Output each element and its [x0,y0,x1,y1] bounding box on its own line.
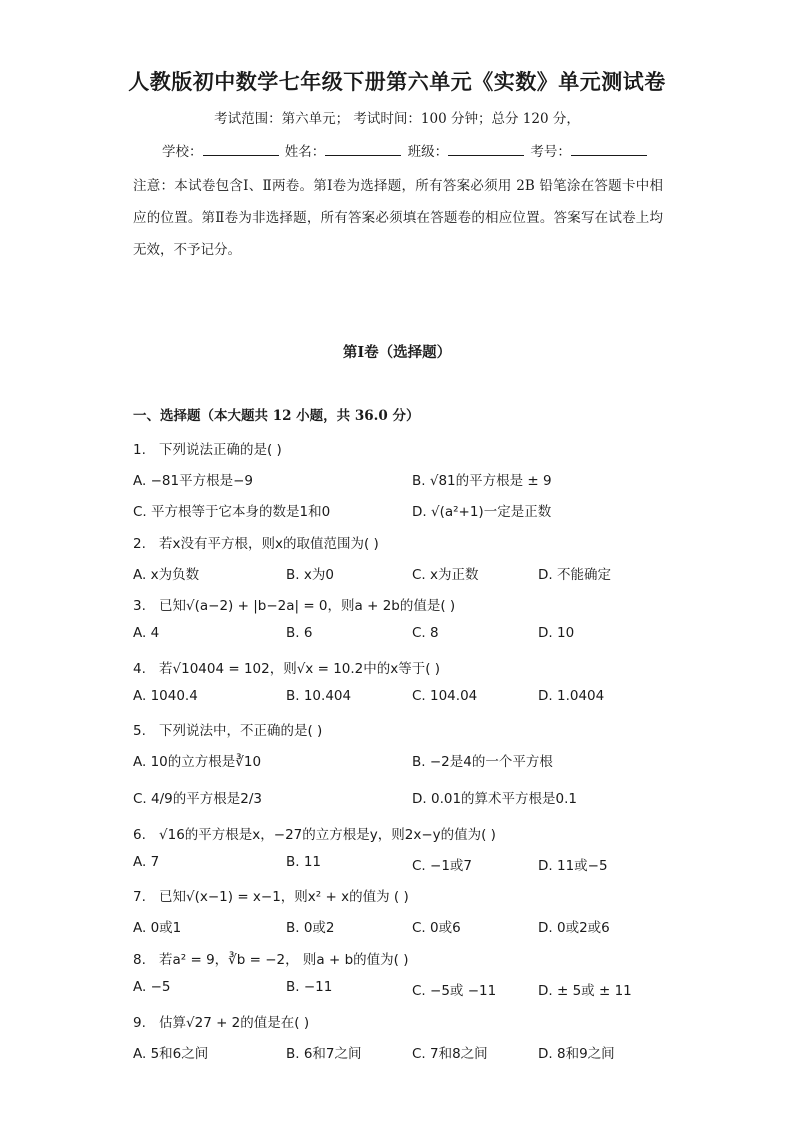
question-stem: 1. 下列说法正确的是( ) [133,442,282,458]
option-a: A. −81平方根是−9 [133,473,253,489]
option-c: C. −1或7 [412,858,472,874]
number-label: 考号： [530,144,571,160]
option-a: A. 0或1 [133,920,182,936]
class-label: 班级： [407,144,449,160]
question-stem: 8. 若a² = 9，∛b = −2， 则a + b的值为( ) [133,952,409,968]
page-title: 人教版初中数学七年级下册第六单元《实数》单元测试卷 [128,69,666,94]
school-blank[interactable] [203,143,279,156]
option-b: B. x为0 [286,567,334,583]
option-a: A. 5和6之间 [133,1046,209,1062]
option-d: D. 1.0404 [538,688,605,704]
option-c: C. x为正数 [412,567,479,583]
number-blank[interactable] [571,143,647,156]
option-d: D. 0.01的算术平方根是0.1 [412,791,578,807]
question-stem: 6. √16的平方根是x，−27的立方根是y，则2x−y的值为( ) [133,827,496,843]
option-d: D. √(a²+1)一定是正数 [412,504,552,520]
option-c: C. 8 [412,625,439,641]
option-c: C. 7和8之间 [412,1046,488,1062]
option-b: B. 10.404 [286,688,352,704]
option-a: A. x为负数 [133,567,200,583]
question-stem: 3. 已知√(a−2) + |b−2a| = 0，则a + 2b的值是( ) [133,598,456,614]
question-stem: 2. 若x没有平方根，则x的取值范围为( ) [133,536,379,552]
option-b: B. 6和7之间 [286,1046,362,1062]
option-c: C. −5或 −11 [412,983,497,999]
question-stem: 5. 下列说法中，不正确的是( ) [133,723,323,739]
notice-paragraph: 注意：本试卷包含Ⅰ、Ⅱ两卷。第Ⅰ卷为选择题，所有答案必须用 2B 铅笔涂在答题卡中相应的位置。第Ⅱ卷为非选择题，所有答案必须填在答题卷的相应位置。答案写在试卷上均无效，不予记分。 [133,178,663,258]
option-d: D. 0或2或6 [538,920,610,936]
option-d: D. 10 [538,625,575,641]
option-b: B. −2是4的一个平方根 [412,754,553,770]
option-b: B. 0或2 [286,920,335,936]
option-b: B. −11 [286,979,333,995]
section-title: 一、选择题（本大题共 12 小题，共 36.0 分） [133,408,420,424]
option-d: D. ± 5或 ± 11 [538,983,632,999]
option-c: C. 4/9的平方根是2/3 [133,791,262,807]
name-label: 姓名： [284,144,326,160]
option-a: A. 4 [133,625,160,641]
question-stem: 9. 估算√27 + 2的值是在( ) [133,1015,310,1031]
option-c: C. 平方根等于它本身的数是1和0 [133,504,331,520]
option-a: A. 10的立方根是∛10 [133,754,262,770]
question-stem: 7. 已知√(x−1) = x−1，则x² + x的值为 ( ) [133,889,409,905]
class-blank[interactable] [448,143,524,156]
option-c: C. 104.04 [412,688,478,704]
option-b: B. √81的平方根是 ± 9 [412,473,552,489]
option-a: A. 7 [133,854,160,870]
option-a: A. −5 [133,979,171,995]
student-info-line [162,140,649,160]
question-stem: 4. 若√10404 = 102，则√x = 10.2中的x等于( ) [133,661,441,677]
volume-title: 第Ⅰ卷（选择题） [342,344,452,361]
option-b: B. 6 [286,625,313,641]
option-a: A. 1040.4 [133,688,198,704]
school-label: 学校： [162,144,203,160]
option-b: B. 11 [286,854,322,870]
exam-info: 考试范围：第六单元； 考试时间：100 分钟；总分 120 分， [214,111,580,127]
name-blank[interactable] [325,143,401,156]
option-d: D. 不能确定 [538,567,611,583]
option-d: D. 8和9之间 [538,1046,615,1062]
option-c: C. 0或6 [412,920,461,936]
option-d: D. 11或−5 [538,858,608,874]
